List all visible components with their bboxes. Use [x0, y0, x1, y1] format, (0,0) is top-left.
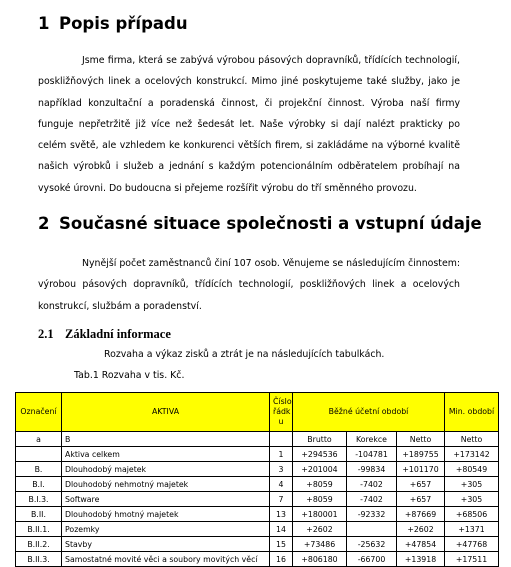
row-netto: +101170	[397, 462, 445, 477]
subsection-number: 2.1	[38, 327, 54, 341]
row-number: 14	[270, 522, 293, 537]
row-label: Dlouhodobý nehmotný majetek	[62, 477, 270, 492]
row-korekce: -7402	[347, 492, 397, 507]
header-oznaceni: Označení	[16, 393, 62, 432]
section-2-paragraph: Nynější počet zaměstnanců činí 107 osob. Věnujeme se následujícím činnostem: výrobou pásových dopravníků, třídících technologií, poskližňových linek a ocelových konstrukcí, službám a poradenství.	[38, 258, 461, 312]
section-2-number: 2	[38, 214, 50, 233]
header-aktiva: AKTIVA	[62, 393, 270, 432]
subheader-cell	[270, 432, 293, 447]
row-netto: +47854	[397, 537, 445, 552]
row-brutto: +8059	[293, 477, 347, 492]
row-netto: +657	[397, 492, 445, 507]
row-number: 1	[270, 447, 293, 462]
row-netto: +657	[397, 477, 445, 492]
row-code: B.II.1.	[16, 522, 62, 537]
table-caption: Tab.1 Rozvaha v tis. Kč.	[74, 370, 185, 381]
table-row	[16, 507, 499, 522]
header-bezne-obdobi: Běžné účetní období	[293, 393, 445, 432]
section-1-title: Popis případu	[59, 14, 188, 33]
row-code: B.II.2.	[16, 537, 62, 552]
subsection-title: Základní informace	[65, 327, 171, 341]
row-label: Aktiva celkem	[62, 447, 270, 462]
subheader-cell: Netto	[397, 432, 445, 447]
row-number: 13	[270, 507, 293, 522]
row-code: B.I.	[16, 477, 62, 492]
row-code: B.I.3.	[16, 492, 62, 507]
row-korekce: -104781	[347, 447, 397, 462]
row-number: 4	[270, 477, 293, 492]
section-1-heading	[38, 14, 188, 33]
row-code: B.II.3.	[16, 552, 62, 567]
row-number: 7	[270, 492, 293, 507]
row-netto: +87669	[397, 507, 445, 522]
subsection-heading	[38, 327, 171, 342]
row-label: Dlouhodobý majetek	[62, 462, 270, 477]
section-1-paragraph: Jsme firma, která se zabývá výrobou pásových dopravníků, třídících technologií, poskližňových linek a ocelových konstrukcí. Mimo jiné poskytujeme také služby, jako je například konzultační a poradenská činnost, či projekční činnost. Výroba naší firmy funguje nepřetržitě již více než šedesát let. Naše výrobky si dají nalézt prakticky po celém světě, ale vzhledem ke konkurenci větších firem, si zakládáme na výborné kvalitě našich výrobků i služeb a jednání s každým potencionálním odběratelem probíhají na vysoké úrovni. Do budoucna si přejeme rozšířit výrobu do tří směnného provozu.	[38, 55, 460, 194]
table-row	[16, 537, 499, 552]
row-netto-min: +305	[445, 492, 499, 507]
subheader-cell: Korekce	[347, 432, 397, 447]
section-2-title: Současné situace společnosti a vstupní údaje	[59, 214, 482, 233]
row-brutto: +806180	[293, 552, 347, 567]
row-netto-min: +68506	[445, 507, 499, 522]
row-netto-min: +173142	[445, 447, 499, 462]
row-korekce: -92332	[347, 507, 397, 522]
balance-sheet-table	[15, 392, 499, 567]
row-korekce	[347, 522, 397, 537]
row-netto-min: +1371	[445, 522, 499, 537]
table-row	[16, 447, 499, 462]
subheader-cell: Netto	[445, 432, 499, 447]
row-label: Samostatné movité věci a soubory movitých věcí	[62, 552, 270, 567]
row-number: 16	[270, 552, 293, 567]
row-brutto: +180001	[293, 507, 347, 522]
row-brutto: +2602	[293, 522, 347, 537]
table-row	[16, 522, 499, 537]
row-netto: +13918	[397, 552, 445, 567]
row-code	[16, 447, 62, 462]
table-row	[16, 462, 499, 477]
section-1-number: 1	[38, 14, 50, 33]
table-header-row	[16, 393, 499, 432]
row-korekce: -66700	[347, 552, 397, 567]
row-netto-min: +305	[445, 477, 499, 492]
subheader-cell: Brutto	[293, 432, 347, 447]
row-label: Dlouhodobý hmotný majetek	[62, 507, 270, 522]
row-netto-min: +47768	[445, 537, 499, 552]
header-cislo-radku: Číslo řádk u	[270, 393, 293, 432]
row-label: Pozemky	[62, 522, 270, 537]
row-netto: +2602	[397, 522, 445, 537]
table-row	[16, 552, 499, 567]
section-2-heading	[38, 214, 482, 233]
row-netto: +189755	[397, 447, 445, 462]
row-brutto: +201004	[293, 462, 347, 477]
row-number: 3	[270, 462, 293, 477]
row-number: 15	[270, 537, 293, 552]
table-row	[16, 492, 499, 507]
table-intro-text: Rozvaha a výkaz zisků a ztrát je na následujících tabulkách.	[104, 349, 385, 360]
row-brutto: +294536	[293, 447, 347, 462]
row-netto-min: +80549	[445, 462, 499, 477]
row-korekce: -25632	[347, 537, 397, 552]
row-korekce: -99834	[347, 462, 397, 477]
row-korekce: -7402	[347, 477, 397, 492]
row-netto-min: +17511	[445, 552, 499, 567]
header-min-obdobi: Min. období	[445, 393, 499, 432]
row-code: B.II.	[16, 507, 62, 522]
table-row	[16, 477, 499, 492]
row-code: B.	[16, 462, 62, 477]
table-subheader-row	[16, 432, 499, 447]
row-label: Software	[62, 492, 270, 507]
row-label: Stavby	[62, 537, 270, 552]
row-brutto: +8059	[293, 492, 347, 507]
subheader-cell: B	[62, 432, 270, 447]
row-brutto: +73486	[293, 537, 347, 552]
subheader-cell: a	[16, 432, 62, 447]
